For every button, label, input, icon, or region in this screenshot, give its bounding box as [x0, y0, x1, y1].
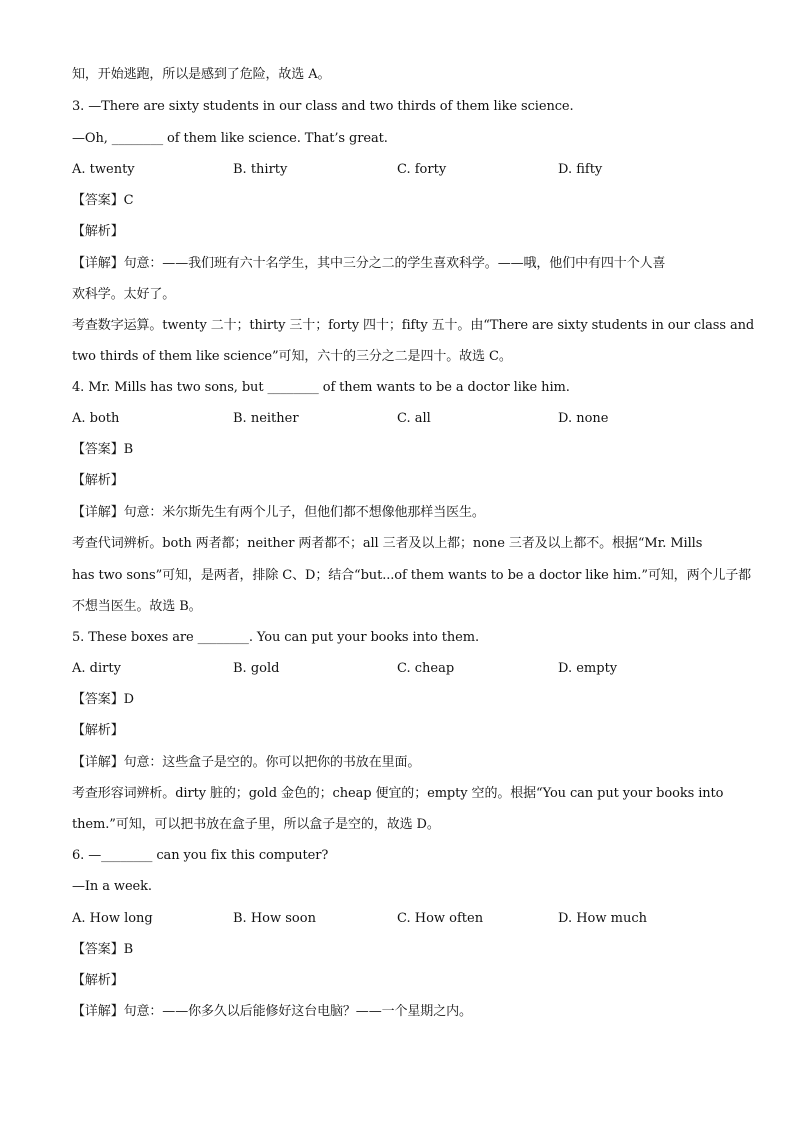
question-5-option-a: A. dirty — [72, 661, 121, 676]
question-3-analysis-heading: 【解析】 — [72, 224, 124, 239]
question-5-detail: 考查形容词辨析。dirty 脏的；gold 金色的；cheap 便宜的；empty 空的。根据“You can put your books into — [72, 786, 724, 801]
question-6-analysis-heading: 【解析】 — [72, 973, 124, 988]
question-4-detail: has two sons”可知，是两者，排除 C、D；结合“but...of them wants to be a doctor like him.”可知，两个儿子都 — [72, 568, 752, 583]
question-3-option-d: D. fifty — [558, 162, 603, 177]
question-3-detail: 【详解】句意：——我们班有六十名学生，其中三分之二的学生喜欢科学。——哦，他们中有四十个人喜 — [72, 256, 666, 271]
question-4-analysis-heading: 【解析】 — [72, 473, 124, 488]
question-5-option-b: B. gold — [233, 661, 280, 676]
question-4-detail: 考查代词辨析。both 两者都；neither 两者都不；all 三者及以上都；none 三者及以上都不。根据“Mr. Mills — [72, 536, 703, 551]
question-3-answer: 【答案】C — [72, 193, 134, 208]
question-6-stem: 6. —________ can you fix this computer? — [72, 848, 329, 863]
question-4-option-b: B. neither — [233, 411, 299, 426]
question-5-answer: 【答案】D — [72, 692, 134, 707]
question-3-reply: —Oh, ________ of them like science. That’s great. — [72, 131, 388, 146]
question-4-option-a: A. both — [72, 411, 120, 426]
paragraph-line: 知，开始逃跑，所以是感到了危险，故选 A。 — [72, 67, 331, 82]
question-3-option-c: C. forty — [397, 162, 447, 177]
question-5-option-c: C. cheap — [397, 661, 455, 676]
question-4-option-d: D. none — [558, 411, 609, 426]
question-5-analysis-heading: 【解析】 — [72, 723, 124, 738]
question-3-detail: two thirds of them like science”可知，六十的三分之二是四十。故选 C。 — [72, 349, 512, 364]
question-6-detail: 【详解】句意：——你多久以后能修好这台电脑？——一个星期之内。 — [72, 1004, 472, 1019]
question-6-option-d: D. How much — [558, 911, 648, 926]
question-4-stem: 4. Mr. Mills has two sons, but ________ of them wants to be a doctor like him. — [72, 380, 570, 395]
question-4-detail: 【详解】句意：米尔斯先生有两个儿子，但他们都不想像他那样当医生。 — [72, 505, 485, 520]
question-5-option-d: D. empty — [558, 661, 618, 676]
question-4-option-c: C. all — [397, 411, 431, 426]
question-3-detail: 欢科学。太好了。 — [72, 287, 176, 302]
question-6-option-b: B. How soon — [233, 911, 316, 926]
question-3-stem: 3. —There are sixty students in our class and two thirds of them like science. — [72, 99, 574, 114]
question-6-option-a: A. How long — [72, 911, 153, 926]
question-3-option-a: A. twenty — [72, 162, 135, 177]
question-3-detail: 考查数字运算。twenty 二十；thirty 三十；forty 四十；fifty 五十。由“There are sixty students in our class and — [72, 318, 755, 333]
question-3-option-b: B. thirty — [233, 162, 288, 177]
question-4-detail: 不想当医生。故选 B。 — [72, 599, 202, 614]
question-5-detail: them.”可知，可以把书放在盒子里，所以盒子是空的，故选 D。 — [72, 817, 440, 832]
question-5-stem: 5. These boxes are ________. You can put your books into them. — [72, 630, 479, 645]
question-6-answer: 【答案】B — [72, 942, 134, 957]
question-5-detail: 【详解】句意：这些盒子是空的。你可以把你的书放在里面。 — [72, 755, 421, 770]
question-6-reply: —In a week. — [72, 879, 152, 894]
question-4-answer: 【答案】B — [72, 442, 134, 457]
question-6-option-c: C. How often — [397, 911, 484, 926]
